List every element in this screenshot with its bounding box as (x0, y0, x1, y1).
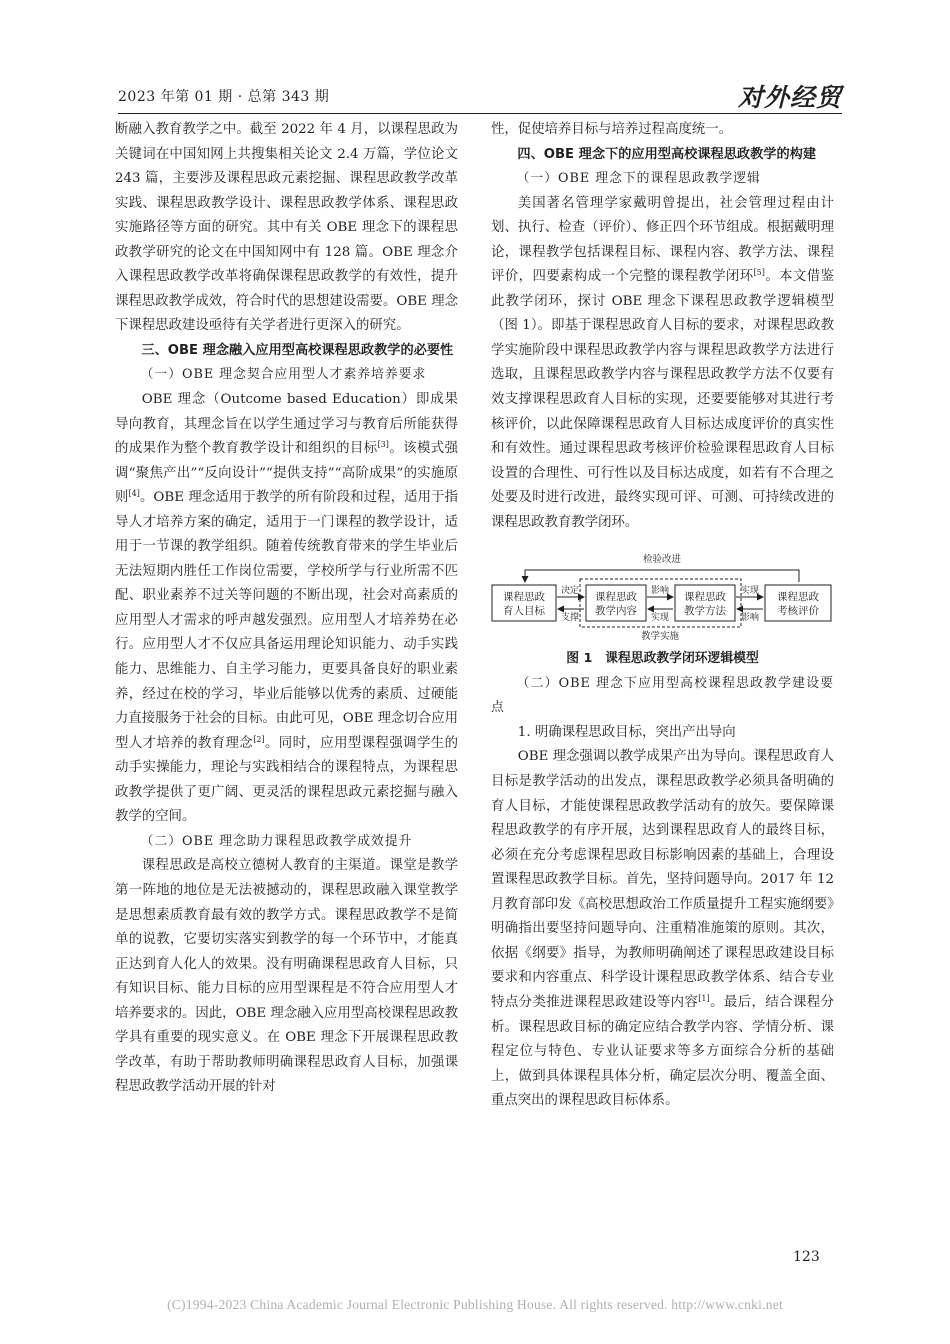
paragraph (115, 388, 458, 830)
paragraph: 断融入教育教学之中。截至 2022 年 4 月，以课程思政为关键词在中国知网上共搜集相关论文 2.4 万篇，学位论文 243 篇，主要涉及课程思政元素挖掘、课程思政教学改革实践、课程思政教学设计、课程思政教学体系、课程思政实施路径等方面的研究。其中有关 OBE 理念下的课程思政教学研究的论文在中国知网中有 128 篇。OBE 理念介入课程思政教学改革将确保课程思政教学的有效性，提升课程思政教学成效，符合时代的思想建设需要。OBE 理念下课程思政建设亟待有关学者进行更深入的研究。 (115, 122, 458, 334)
subsection-heading-3-2: （二）OBE 理念助力课程思政教学成效提升 (140, 833, 413, 849)
feedback-label: 检验改进 (642, 554, 682, 566)
copyright-notice: (C)1994-2023 China Academic Journal Electronic Publishing House. All rights reserved. http://www.cnki.net (167, 1297, 783, 1312)
box-evaluation-line1: 课程思政 (777, 591, 819, 604)
header-divider (118, 113, 842, 114)
box-content-line1: 课程思政 (595, 591, 637, 604)
paragraph-text: 。该模式强调“聚焦产出”“反向设计”“提供支持”“高阶成果”的实施原则 (115, 441, 459, 506)
paragraph-text: OBE 理念强调以教学成果产出为导向。课程思政育人目标是教学活动的出发点，课程思政教学必须具备明确的育人目标，才能使课程思政教学活动有的放矢。要保障课程思政教学的有序开展，达到课程思政育人的最终目标，必须在充分考虑课程思政目标影响因素的基础上，合理设置课程思政教学目标。首先，坚持问题导向。2017 年 12 月教育部印发《高校思想政治工作质量提升工程实施纲要》明确指出要坚持问题导向、注重精准施策的原则。其次，依据《纲要》指导，为教师明确阐述了课程思政建设目标要求和内容重点、科学设计课程思政教学体系、结合专业特点分类推进课程思政建设等内容 (491, 749, 834, 1010)
paragraph-text: 。OBE 理念适用于教学的所有阶段和过程，适用于指导人才培养方案的确定，适用于一门课程的教学设计，适用于一节课的教学组织。随着传统教育带来的学生毕业后无法短期内胜任工作岗位需要，学校所学与行业所需不匹配、职业素养不过关等问题的不断出现，社会对高素质的应用型人才需求的呼声越发强烈。应用型人才培养势在必行。应用型人才不仅应具备运用理论知识能力、动手实践能力、思维能力、自主学习能力，更要具备良好的职业素养，经过在校的学习，毕业后能够以优秀的素质、过硬能力直接服务于社会的目标。由此可见，OBE 理念切合应用型人才培养的教育理念 (115, 490, 459, 751)
arrow-influence-label: 影响 (650, 586, 670, 597)
subsection-heading-3-1: （一）OBE 理念契合应用型人才素养培养要求 (140, 367, 427, 383)
right-column (491, 118, 834, 1114)
arrow-influence-2-label: 影响 (740, 613, 760, 624)
citation: [1] (698, 993, 710, 1003)
arrow-support-label: 支撑 (560, 613, 580, 624)
box-evaluation-line2: 考核评价 (777, 605, 819, 618)
arrow-realize-label: 实现 (650, 613, 670, 624)
arrow-decide-label: 决定 (560, 586, 580, 597)
box-content-line2: 教学内容 (595, 605, 637, 618)
box-method-line2: 教学方法 (684, 605, 726, 618)
section-heading-3: 三、OBE 理念融入应用型高校课程思政教学的必要性 (141, 342, 454, 358)
figure-caption: 图 1 课程思政教学闭环逻辑模型 (566, 651, 759, 667)
arrow-realize-2-label: 实现 (740, 586, 760, 597)
section-heading-4: 四、OBE 理念下的应用型高校课程思政教学的构建 (517, 146, 817, 162)
citation: [2] (253, 734, 265, 744)
paragraph-text: 。同时，应用型课程强调学生的动手实操能力，理论与实践相结合的课程特点，为课程思政教学提供了更广阔、更灵活的课程思政元素挖掘与融入教学的空间。 (115, 735, 459, 825)
numbered-subheading: 1. 明确课程思政目标，突出产出导向 (517, 724, 736, 740)
paragraph-text: 美国著名管理学家戴明曾提出，社会管理过程由计划、执行、检查（评价）、修正四个环节组成。根据戴明理论，课程教学包括课程目标、课程内容、教学方法、课程评价，四要素构成一个完整的课程教学闭环 (491, 195, 834, 285)
figure-1-diagram (488, 551, 837, 643)
paragraph: 性，促使培养目标与培养过程高度统一。 (491, 122, 733, 137)
citation: [3] (377, 440, 389, 450)
subsection-heading-4-1: （一）OBE 理念下的课程思政教学逻辑 (516, 171, 761, 187)
box-goal-line2: 育人目标 (503, 605, 545, 618)
issue-info: 2023 年第 01 期 · 总第 343 期 (118, 89, 330, 105)
page-number: 123 (793, 1249, 820, 1265)
subsection-heading-4-2: （二）OBE 理念下应用型高校课程思政教学建设要点 (491, 675, 834, 716)
implementation-label: 教学实施 (640, 631, 680, 643)
box-method-line1: 课程思政 (684, 591, 726, 604)
paragraph-text: 。本文借鉴此教学闭环，探讨 OBE 理念下课程思政教学逻辑模型（图 1）。即基于课程思政育人目标的要求，对课程思政教学实施阶段中课程思政教学内容与课程思政教学方法进行选取，且课程思政教学内容与课程思政教学方法不仅要有效支撑课程思政育人目标的实现，还要要能够对其进行考核评价，以此保障课程思政育人目标达成度评价的真实性和有效性。通过课程思政考核评价检验课程思政育人目标设置的合理性、可行性以及目标达成度，如若有不合理之处要及时进行改进，最终实现可评、可测、可持续改进的课程思政教育教学闭环。 (491, 269, 835, 530)
box-goal-line1: 课程思政 (503, 591, 545, 604)
citation: [5] (753, 268, 765, 278)
paragraph: 课程思政是高校立德树人教育的主渠道。课堂是教学第一阵地的地位是无法被撼动的，课程思政融入课堂教学是思想素质教育最有效的教学方式。课程思政教学不是简单的说教，它要切实落实到教学的每一个环节中，才能真正达到育人化人的效果。没有明确课程思政育人目标，只有知识目标、能力目标的应用型课程是不符合应用型人才培养要求的。因此，OBE 理念融入应用型高校课程思政教学具有重要的现实意义。在 OBE 理念下开展课程思政教学改革，有助于帮助教师明确课程思政育人目标，加强课程思政教学活动开展的针对 (115, 858, 458, 1095)
paragraph (491, 192, 834, 536)
logic-model-svg (488, 551, 837, 643)
citation: [4] (128, 489, 140, 499)
paragraph-text: 。最后，结合课程分析。课程思政目标的确定应结合教学内容、学情分析、课程定位与特色、专业认证要求等多方面综合分析的基础上，做到具体课程具体分析，确定层次分明、覆盖全面、重点突出的课程思政目标体系。 (491, 994, 835, 1109)
left-column (115, 118, 458, 1100)
paragraph-text: OBE 理念（Outcome based Education）即成果导向教育，其理念旨在以学生通过学习与教育后所能获得的成果作为整个教育教学设计和组织的目标 (115, 392, 458, 457)
paragraph (491, 745, 834, 1113)
journal-logo: 对外经贸 (737, 83, 842, 112)
page-header (118, 80, 842, 114)
feedback-arrow (525, 570, 799, 582)
